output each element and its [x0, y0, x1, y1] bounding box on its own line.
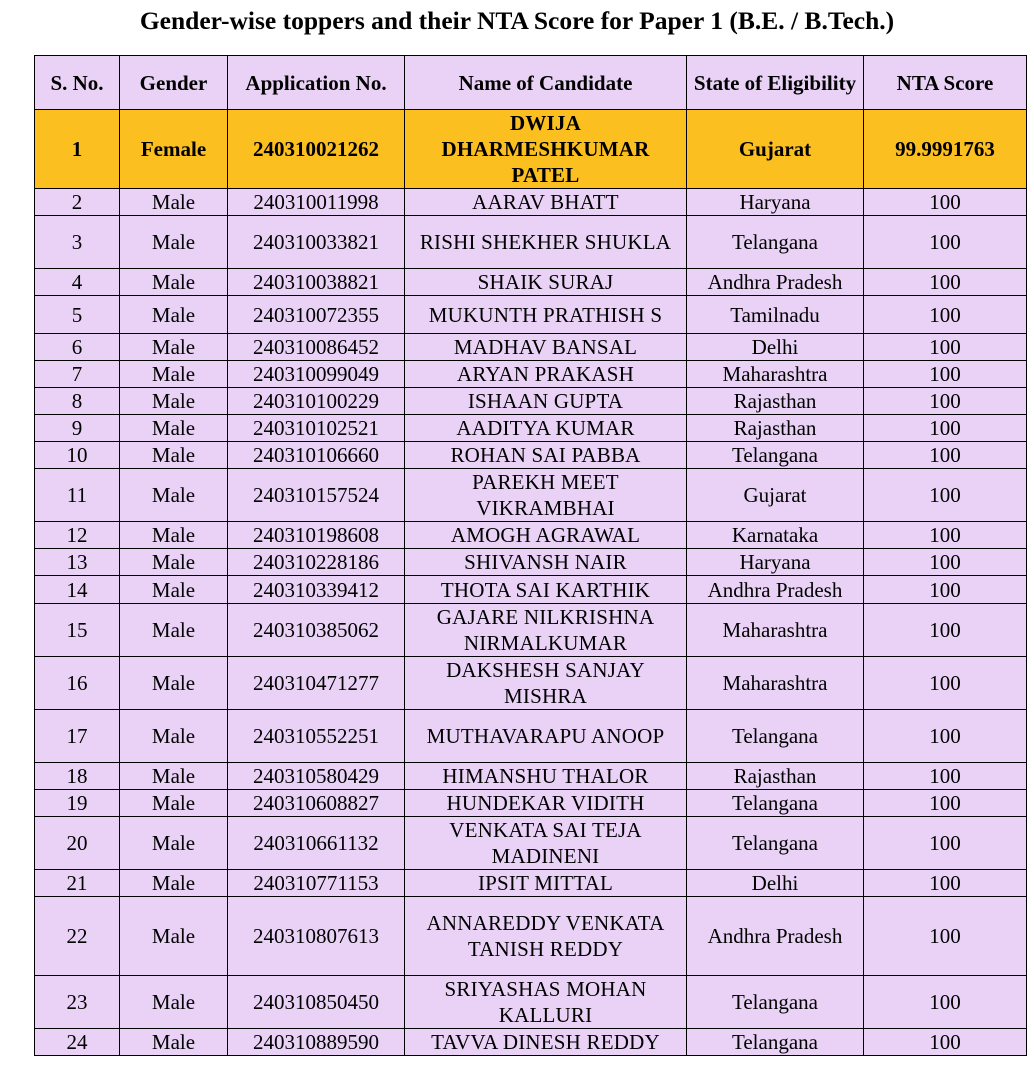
cell-nta-score: 100: [864, 817, 1027, 870]
cell-state: Andhra Pradesh: [687, 269, 864, 296]
cell-nta-score: 100: [864, 296, 1027, 334]
cell-state: Maharashtra: [687, 361, 864, 388]
cell-state: Telangana: [687, 790, 864, 817]
table-row: [35, 216, 1027, 269]
table-row: [35, 296, 1027, 334]
cell-state: Telangana: [687, 216, 864, 269]
cell-state: Karnataka: [687, 522, 864, 549]
cell-gender: Male: [120, 576, 228, 604]
cell-gender: Female: [120, 110, 228, 189]
table-row: [35, 604, 1027, 657]
cell-application-no: 240310038821: [228, 269, 405, 296]
cell-state: Haryana: [687, 549, 864, 576]
cell-state: Telangana: [687, 442, 864, 469]
table-row: [35, 763, 1027, 790]
cell-candidate-name: IPSIT MITTAL: [405, 870, 687, 897]
cell-candidate-name: THOTA SAI KARTHIK: [405, 576, 687, 604]
cell-nta-score: 100: [864, 604, 1027, 657]
cell-candidate-name: DAKSHESH SANJAY MISHRA: [405, 657, 687, 710]
cell-nta-score: 100: [864, 361, 1027, 388]
cell-sno: 15: [35, 604, 120, 657]
table-row: [35, 334, 1027, 361]
cell-state: Telangana: [687, 976, 864, 1029]
table-row: [35, 361, 1027, 388]
cell-nta-score: 100: [864, 976, 1027, 1029]
cell-nta-score: 100: [864, 897, 1027, 976]
cell-gender: Male: [120, 549, 228, 576]
table-row: [35, 388, 1027, 415]
cell-state: Telangana: [687, 710, 864, 763]
cell-state: Maharashtra: [687, 604, 864, 657]
table-row: [35, 549, 1027, 576]
header-nta-score: NTA Score: [864, 56, 1027, 110]
cell-sno: 8: [35, 388, 120, 415]
cell-gender: Male: [120, 870, 228, 897]
table-row: [35, 897, 1027, 976]
cell-gender: Male: [120, 415, 228, 442]
toppers-table: [34, 55, 1027, 1056]
cell-state: Rajasthan: [687, 388, 864, 415]
cell-nta-score: 100: [864, 710, 1027, 763]
table-row: [35, 790, 1027, 817]
cell-sno: 9: [35, 415, 120, 442]
cell-application-no: 240310661132: [228, 817, 405, 870]
cell-candidate-name: RISHI SHEKHER SHUKLA: [405, 216, 687, 269]
cell-state: Rajasthan: [687, 415, 864, 442]
cell-sno: 10: [35, 442, 120, 469]
cell-candidate-name: ISHAAN GUPTA: [405, 388, 687, 415]
cell-nta-score: 100: [864, 388, 1027, 415]
table-row: [35, 870, 1027, 897]
cell-nta-score: 100: [864, 269, 1027, 296]
cell-application-no: 240310228186: [228, 549, 405, 576]
cell-sno: 1: [35, 110, 120, 189]
cell-gender: Male: [120, 442, 228, 469]
cell-gender: Male: [120, 296, 228, 334]
cell-state: Maharashtra: [687, 657, 864, 710]
cell-gender: Male: [120, 790, 228, 817]
cell-nta-score: 100: [864, 1029, 1027, 1056]
cell-candidate-name: SRIYASHAS MOHAN KALLURI: [405, 976, 687, 1029]
cell-sno: 7: [35, 361, 120, 388]
cell-nta-score: 100: [864, 549, 1027, 576]
cell-nta-score: 100: [864, 790, 1027, 817]
cell-sno: 11: [35, 469, 120, 522]
cell-application-no: 240310850450: [228, 976, 405, 1029]
cell-gender: Male: [120, 361, 228, 388]
cell-application-no: 240310385062: [228, 604, 405, 657]
cell-state: Delhi: [687, 334, 864, 361]
cell-gender: Male: [120, 897, 228, 976]
cell-candidate-name: PAREKH MEET VIKRAMBHAI: [405, 469, 687, 522]
cell-gender: Male: [120, 817, 228, 870]
cell-candidate-name: MADHAV BANSAL: [405, 334, 687, 361]
cell-nta-score: 100: [864, 576, 1027, 604]
cell-nta-score: 100: [864, 334, 1027, 361]
cell-application-no: 240310771153: [228, 870, 405, 897]
cell-application-no: 240310106660: [228, 442, 405, 469]
header-application-no: Application No.: [228, 56, 405, 110]
cell-state: Telangana: [687, 1029, 864, 1056]
cell-sno: 20: [35, 817, 120, 870]
cell-gender: Male: [120, 657, 228, 710]
cell-state: Rajasthan: [687, 763, 864, 790]
cell-application-no: 240310011998: [228, 189, 405, 216]
cell-candidate-name: HIMANSHU THALOR: [405, 763, 687, 790]
cell-nta-score: 100: [864, 870, 1027, 897]
cell-nta-score: 100: [864, 763, 1027, 790]
table-row: [35, 442, 1027, 469]
table-row: [35, 469, 1027, 522]
cell-nta-score: 100: [864, 522, 1027, 549]
cell-sno: 14: [35, 576, 120, 604]
cell-gender: Male: [120, 388, 228, 415]
cell-application-no: 240310102521: [228, 415, 405, 442]
cell-state: Tamilnadu: [687, 296, 864, 334]
cell-sno: 6: [35, 334, 120, 361]
cell-application-no: 240310033821: [228, 216, 405, 269]
cell-candidate-name: TAVVA DINESH REDDY: [405, 1029, 687, 1056]
cell-sno: 4: [35, 269, 120, 296]
cell-application-no: 240310072355: [228, 296, 405, 334]
cell-nta-score: 100: [864, 216, 1027, 269]
header-sno: S. No.: [35, 56, 120, 110]
cell-candidate-name: DWIJA DHARMESHKUMAR PATEL: [405, 110, 687, 189]
cell-gender: Male: [120, 269, 228, 296]
cell-gender: Male: [120, 189, 228, 216]
table-row: [35, 1029, 1027, 1056]
cell-candidate-name: SHAIK SURAJ: [405, 269, 687, 296]
cell-sno: 5: [35, 296, 120, 334]
cell-application-no: 240310157524: [228, 469, 405, 522]
header-state: State of Eligibility: [687, 56, 864, 110]
table-row: [35, 269, 1027, 296]
cell-application-no: 240310100229: [228, 388, 405, 415]
cell-application-no: 240310552251: [228, 710, 405, 763]
cell-sno: 12: [35, 522, 120, 549]
cell-gender: Male: [120, 604, 228, 657]
cell-candidate-name: HUNDEKAR VIDITH: [405, 790, 687, 817]
table-row: [35, 522, 1027, 549]
cell-application-no: 240310099049: [228, 361, 405, 388]
cell-gender: Male: [120, 216, 228, 269]
header-candidate-name: Name of Candidate: [405, 56, 687, 110]
page-title: Gender-wise toppers and their NTA Score for Paper 1 (B.E. / B.Tech.): [139, 6, 895, 35]
cell-sno: 16: [35, 657, 120, 710]
cell-candidate-name: AARAV BHATT: [405, 189, 687, 216]
cell-state: Haryana: [687, 189, 864, 216]
cell-sno: 13: [35, 549, 120, 576]
cell-gender: Male: [120, 763, 228, 790]
header-row: [35, 56, 1027, 110]
cell-gender: Male: [120, 469, 228, 522]
cell-gender: Male: [120, 710, 228, 763]
cell-gender: Male: [120, 1029, 228, 1056]
cell-sno: 3: [35, 216, 120, 269]
cell-state: Gujarat: [687, 469, 864, 522]
cell-sno: 23: [35, 976, 120, 1029]
cell-sno: 2: [35, 189, 120, 216]
cell-gender: Male: [120, 522, 228, 549]
table-row: [35, 110, 1027, 189]
cell-application-no: 240310471277: [228, 657, 405, 710]
cell-candidate-name: AADITYA KUMAR: [405, 415, 687, 442]
cell-candidate-name: MUKUNTH PRATHISH S: [405, 296, 687, 334]
cell-state: Gujarat: [687, 110, 864, 189]
cell-state: Delhi: [687, 870, 864, 897]
cell-candidate-name: GAJARE NILKRISHNA NIRMALKUMAR: [405, 604, 687, 657]
cell-sno: 24: [35, 1029, 120, 1056]
cell-sno: 18: [35, 763, 120, 790]
cell-candidate-name: MUTHAVARAPU ANOOP: [405, 710, 687, 763]
cell-application-no: 240310580429: [228, 763, 405, 790]
cell-gender: Male: [120, 976, 228, 1029]
cell-application-no: 240310198608: [228, 522, 405, 549]
cell-sno: 19: [35, 790, 120, 817]
cell-candidate-name: ANNAREDDY VENKATA TANISH REDDY: [405, 897, 687, 976]
cell-sno: 22: [35, 897, 120, 976]
cell-nta-score: 100: [864, 657, 1027, 710]
table-row: [35, 976, 1027, 1029]
cell-nta-score: 100: [864, 469, 1027, 522]
table-row: [35, 189, 1027, 216]
cell-candidate-name: ROHAN SAI PABBA: [405, 442, 687, 469]
cell-candidate-name: ARYAN PRAKASH: [405, 361, 687, 388]
table-row: [35, 415, 1027, 442]
cell-application-no: 240310339412: [228, 576, 405, 604]
cell-application-no: 240310608827: [228, 790, 405, 817]
cell-sno: 21: [35, 870, 120, 897]
cell-nta-score: 100: [864, 189, 1027, 216]
cell-state: Andhra Pradesh: [687, 897, 864, 976]
cell-application-no: 240310086452: [228, 334, 405, 361]
cell-sno: 17: [35, 710, 120, 763]
table-body: [35, 110, 1027, 1056]
cell-application-no: 240310807613: [228, 897, 405, 976]
table-row: [35, 576, 1027, 604]
header-gender: Gender: [120, 56, 228, 110]
cell-state: Andhra Pradesh: [687, 576, 864, 604]
cell-candidate-name: VENKATA SAI TEJA MADINENI: [405, 817, 687, 870]
table-row: [35, 710, 1027, 763]
cell-candidate-name: AMOGH AGRAWAL: [405, 522, 687, 549]
cell-application-no: 240310021262: [228, 110, 405, 189]
cell-candidate-name: SHIVANSH NAIR: [405, 549, 687, 576]
cell-nta-score: 99.9991763: [864, 110, 1027, 189]
cell-nta-score: 100: [864, 442, 1027, 469]
table-row: [35, 817, 1027, 870]
table-row: [35, 657, 1027, 710]
cell-state: Telangana: [687, 817, 864, 870]
cell-gender: Male: [120, 334, 228, 361]
cell-nta-score: 100: [864, 415, 1027, 442]
cell-application-no: 240310889590: [228, 1029, 405, 1056]
